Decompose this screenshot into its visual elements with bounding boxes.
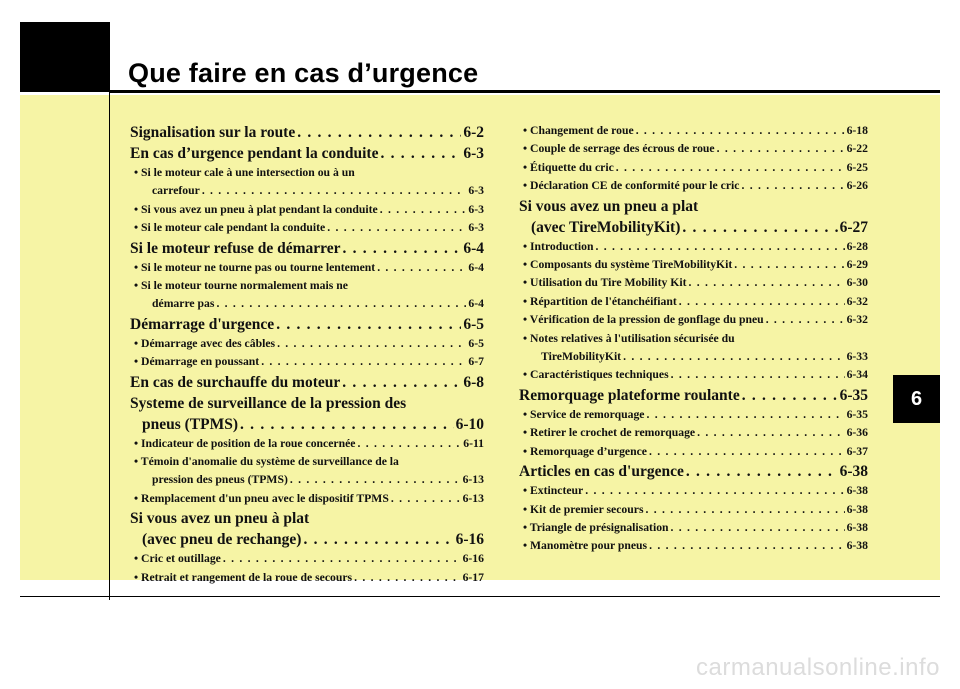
- toc-section-entry[interactable]: [130, 238, 484, 259]
- dot-leader: [646, 501, 845, 519]
- toc-entry-title: • Manomètre pour pneus: [523, 539, 648, 553]
- toc-entry-row: [130, 529, 484, 550]
- toc-subsection-entry[interactable]: [519, 424, 868, 442]
- toc-entry-title: • Étiquette du cric: [523, 160, 614, 174]
- toc-entry-title: • Remplacement d'un pneu avec le dispositif TPMS: [134, 491, 389, 505]
- toc-entry-title: pression des pneus (TPMS): [152, 473, 288, 487]
- dot-leader: [216, 295, 466, 313]
- toc-subsection-entry[interactable]: [519, 366, 868, 384]
- dot-leader: [358, 435, 462, 453]
- toc-entry-row: [523, 140, 868, 158]
- toc-page-number: 6-10: [455, 415, 484, 433]
- toc-entry-row: [130, 314, 484, 335]
- watermark-text: carmanualsonline.info: [696, 654, 940, 681]
- toc-entry-row: [523, 159, 868, 177]
- toc-entry-row: [523, 122, 868, 140]
- toc-section-entry[interactable]: [519, 385, 868, 406]
- toc-entry-title: • Triangle de présignalisation: [523, 520, 669, 534]
- toc-entry-row: [134, 569, 484, 587]
- dot-leader: [766, 311, 845, 329]
- dot-leader: [377, 259, 466, 277]
- toc-page-number: 6-4: [468, 260, 484, 274]
- toc-page-number: 6-28: [846, 239, 868, 253]
- toc-page-number: 6-26: [846, 179, 868, 193]
- toc-entry-row: [134, 435, 484, 453]
- toc-page-number: 6-4: [463, 239, 484, 257]
- dot-leader: [391, 490, 461, 508]
- chapter-header-black-block: [20, 22, 109, 92]
- toc-page-number: 6-16: [455, 531, 484, 549]
- toc-page-number: 6-38: [846, 502, 868, 516]
- toc-entry-title: • Déclaration CE de conformité pour le cric: [523, 179, 740, 193]
- toc-page-number: 6-32: [846, 313, 868, 327]
- toc-entry-title: (avec TireMobilityKit): [531, 218, 681, 236]
- toc-page-number: 6-33: [846, 350, 868, 364]
- toc-section-entry[interactable]: [130, 508, 484, 550]
- toc-entry-row: [130, 414, 484, 435]
- toc-entry-title-line: • Témoin d'anomalie du système de surveillance de la: [134, 455, 399, 469]
- toc-entry-row: [523, 238, 868, 256]
- dot-leader: [697, 424, 844, 442]
- toc-entry-title: En cas de surchauffe du moteur: [130, 373, 341, 391]
- toc-subsection-entry[interactable]: [519, 293, 868, 311]
- toc-subsection-entry[interactable]: [519, 159, 868, 177]
- toc-subsection-entry[interactable]: [519, 122, 868, 140]
- toc-entry-row: [523, 311, 868, 329]
- toc-entry-row: [523, 519, 868, 537]
- toc-entry-row: [523, 406, 868, 424]
- toc-entry-title-line: • Notes relatives à l'utilisation sécurisée du: [523, 331, 735, 345]
- toc-entry-row: [523, 177, 868, 195]
- toc-subsection-entry[interactable]: [519, 482, 868, 500]
- toc-subsection-entry[interactable]: [130, 277, 484, 314]
- dot-leader: [585, 482, 844, 500]
- toc-page-number: 6-17: [462, 570, 484, 584]
- toc-subsection-entry[interactable]: [519, 330, 868, 367]
- toc-section-entry[interactable]: [519, 461, 868, 482]
- toc-entry-row: [523, 482, 868, 500]
- toc-entry-title-line: Si vous avez un pneu a plat: [519, 197, 699, 215]
- toc-subsection-entry[interactable]: [130, 550, 484, 568]
- toc-subsection-entry[interactable]: [130, 453, 484, 490]
- dot-leader: [616, 159, 845, 177]
- toc-subsection-entry[interactable]: [519, 406, 868, 424]
- dot-leader: [649, 537, 844, 555]
- toc-page-number: 6-4: [468, 297, 484, 311]
- toc-entry-row: [134, 201, 484, 219]
- toc-entry-row: [523, 293, 868, 311]
- toc-page-number: 6-38: [846, 539, 868, 553]
- toc-entry-row: [134, 295, 484, 313]
- toc-subsection-entry[interactable]: [130, 219, 484, 237]
- toc-entry-row: [134, 353, 484, 371]
- toc-subsection-entry[interactable]: [519, 256, 868, 274]
- toc-entry-title-line: Systeme de surveillance de la pression des: [130, 394, 407, 412]
- toc-section-entry[interactable]: [130, 122, 484, 143]
- toc-subsection-entry[interactable]: [130, 435, 484, 453]
- toc-entry-title: • Vérification de la pression de gonflage du pneu: [523, 313, 764, 327]
- toc-page-number: 6-34: [846, 368, 868, 382]
- toc-page-number: 6-3: [468, 184, 484, 198]
- toc-entry-title: carrefour: [152, 184, 200, 198]
- toc-subsection-entry[interactable]: [130, 259, 484, 277]
- toc-section-entry[interactable]: [519, 196, 868, 238]
- toc-section-entry[interactable]: [130, 372, 484, 393]
- toc-subsection-entry[interactable]: [130, 569, 484, 587]
- toc-entry-title: Signalisation sur la route: [130, 124, 296, 141]
- toc-entry-title-line: • Si le moteur tourne normalement mais ne: [134, 279, 348, 293]
- toc-entry-row: [134, 550, 484, 568]
- toc-entry-title: • Si le moteur ne tourne pas ou tourne lentement: [134, 260, 376, 274]
- toc-column-left: [130, 122, 484, 587]
- toc-entry-row: [523, 366, 868, 384]
- toc-subsection-entry[interactable]: [519, 238, 868, 256]
- toc-entry-title: Articles en cas d'urgence: [519, 463, 684, 481]
- toc-subsection-entry[interactable]: [519, 311, 868, 329]
- toc-page-number: 6-32: [846, 294, 868, 308]
- toc-page-number: 6-8: [463, 373, 484, 391]
- dot-leader: [202, 182, 467, 200]
- toc-entry-title: Démarrage d'urgence: [130, 315, 275, 333]
- toc-entry-title: • Utilisation du Tire Mobility Kit: [523, 276, 687, 290]
- chapter-tab[interactable]: 6: [893, 375, 940, 423]
- toc-entry-row: [130, 143, 484, 164]
- toc-entry-title: • Service de remorquage: [523, 407, 645, 421]
- dot-leader: [649, 443, 845, 461]
- toc-subsection-entry[interactable]: [519, 274, 868, 292]
- dot-leader: [240, 414, 454, 435]
- toc-page-number: 6-11: [463, 436, 484, 450]
- toc-entry-title: • Kit de premier secours: [523, 502, 644, 516]
- page-title: Que faire en cas d’urgence: [128, 58, 479, 88]
- toc-section-entry[interactable]: [130, 393, 484, 435]
- toc-entry-title: • Composants du système TireMobilityKit: [523, 258, 733, 272]
- toc-subsection-entry[interactable]: [519, 501, 868, 519]
- toc-entry-title: • Si le moteur cale pendant la conduite: [134, 221, 326, 235]
- toc-subsection-entry[interactable]: [519, 140, 868, 158]
- toc-entry-title: • Si vous avez un pneu à plat pendant la conduite: [134, 202, 378, 216]
- toc-page-number: 6-29: [846, 258, 868, 272]
- toc-entry-row: [134, 259, 484, 277]
- toc-entry-title: Remorquage plateforme roulante: [519, 386, 740, 404]
- toc-column-right: [519, 122, 868, 556]
- toc-entry-row: [523, 424, 868, 442]
- dot-leader: [327, 219, 466, 237]
- dot-leader: [595, 238, 844, 256]
- toc-entry-title: • Couple de serrage des écrous de roue: [523, 142, 715, 156]
- toc-page-number: 6-16: [462, 552, 484, 566]
- dot-leader: [671, 519, 845, 537]
- toc-page-number: 6-36: [846, 426, 868, 440]
- toc-page-number: 6-30: [846, 276, 868, 290]
- toc-entry-row: [134, 335, 484, 353]
- toc-page-number: 6-7: [468, 355, 484, 369]
- dot-leader: [671, 366, 845, 384]
- toc-page-number: 6-13: [462, 491, 484, 505]
- toc-entry-title: TireMobilityKit: [541, 350, 622, 364]
- toc-entry-title: • Retrait et rangement de la roue de secours: [134, 570, 353, 584]
- toc-page-number: 6-35: [839, 386, 868, 404]
- dot-leader: [277, 335, 466, 353]
- toc-page-number: 6-3: [468, 221, 484, 235]
- toc-subsection-entry[interactable]: [519, 443, 868, 461]
- toc-subsection-entry[interactable]: [130, 164, 484, 201]
- toc-entry-row: [523, 443, 868, 461]
- toc-entry-row: [134, 471, 484, 489]
- dot-leader: [717, 140, 845, 158]
- left-margin-rule: [109, 22, 110, 600]
- toc-entry-title: (avec pneu de rechange): [142, 531, 302, 549]
- dot-leader: [342, 238, 461, 259]
- footer-rule: [20, 596, 940, 597]
- dot-leader: [686, 461, 838, 482]
- toc-subsection-entry[interactable]: [130, 490, 484, 508]
- toc-page-number: 6-18: [846, 124, 868, 137]
- toc-entry-title: • Cric et outillage: [134, 552, 221, 566]
- toc-entry-row: [130, 122, 484, 143]
- dot-leader: [734, 256, 844, 274]
- toc-entry-row: [523, 537, 868, 555]
- toc-entry-title: • Caractéristiques techniques: [523, 368, 669, 382]
- dot-leader: [689, 274, 845, 292]
- toc-page-number: 6-5: [468, 336, 484, 350]
- toc-entry-row: [134, 490, 484, 508]
- toc-entry-title: • Démarrage avec des câbles: [134, 336, 276, 350]
- toc-entry-row: [523, 348, 868, 366]
- toc-subsection-entry[interactable]: [519, 519, 868, 537]
- toc-entry-title: • Démarrage en poussant: [134, 355, 260, 369]
- toc-page-number: 6-37: [846, 444, 868, 458]
- dot-leader: [679, 293, 845, 311]
- toc-entry-title: • Changement de roue: [523, 124, 634, 137]
- toc-page-number: 6-38: [846, 520, 868, 534]
- toc-page-number: 6-25: [846, 160, 868, 174]
- toc-entry-row: [523, 501, 868, 519]
- dot-leader: [276, 314, 461, 335]
- toc-entry-title-line: • Si le moteur cale à une intersection ou à un: [134, 166, 355, 179]
- toc-section-entry[interactable]: [130, 314, 484, 335]
- toc-entry-title: démarre pas: [152, 297, 215, 311]
- dot-leader: [290, 471, 461, 489]
- toc-entry-title: • Répartition de l'étanchéifiant: [523, 294, 677, 308]
- toc-entry-row: [134, 219, 484, 237]
- dot-leader: [682, 217, 837, 238]
- dot-leader: [741, 177, 844, 195]
- toc-entry-row: [523, 274, 868, 292]
- dot-leader: [380, 143, 461, 164]
- toc-entry-title: • Remorquage d’urgence: [523, 444, 647, 458]
- dot-leader: [354, 569, 460, 587]
- dot-leader: [742, 385, 838, 406]
- toc-entry-row: [130, 238, 484, 259]
- dot-leader: [380, 201, 467, 219]
- toc-subsection-entry[interactable]: [130, 335, 484, 353]
- toc-entry-title: Si le moteur refuse de démarrer: [130, 239, 341, 257]
- dot-leader: [303, 529, 453, 550]
- toc-entry-title: • Retirer le crochet de remorquage: [523, 426, 696, 440]
- toc-entry-title-line: Si vous avez un pneu à plat: [130, 510, 310, 528]
- toc-entry-row: [519, 461, 868, 482]
- toc-entry-title: • Indicateur de position de la roue concernée: [134, 436, 356, 450]
- toc-page-number: 6-2: [463, 124, 484, 141]
- toc-subsection-entry[interactable]: [130, 353, 484, 371]
- toc-page-number: 6-38: [839, 463, 868, 481]
- toc-subsection-entry[interactable]: [519, 537, 868, 555]
- toc-entry-title: • Extincteur: [523, 484, 584, 498]
- toc-page-number: 6-35: [846, 407, 868, 421]
- toc-entry-row: [519, 217, 868, 238]
- toc-subsection-entry[interactable]: [130, 201, 484, 219]
- dot-leader: [261, 353, 466, 371]
- toc-page-number: 6-5: [463, 315, 484, 333]
- toc-page-number: 6-38: [846, 484, 868, 498]
- toc-entry-title: pneus (TPMS): [142, 415, 239, 433]
- toc-subsection-entry[interactable]: [519, 177, 868, 195]
- toc-section-entry[interactable]: [130, 143, 484, 164]
- dot-leader: [223, 550, 461, 568]
- toc-page-number: 6-3: [463, 145, 484, 162]
- toc-entry-row: [523, 256, 868, 274]
- dot-leader: [646, 406, 844, 424]
- toc-page-number: 6-3: [468, 202, 484, 216]
- dot-leader: [342, 372, 461, 393]
- toc-entry-row: [134, 182, 484, 200]
- toc-page-number: 6-27: [839, 218, 868, 236]
- toc-entry-row: [130, 372, 484, 393]
- header-rule: [109, 90, 940, 93]
- toc-entry-title: En cas d’urgence pendant la conduite: [130, 145, 379, 162]
- toc-entry-title: • Introduction: [523, 239, 594, 253]
- dot-leader: [297, 122, 461, 143]
- toc-entry-row: [519, 385, 868, 406]
- dot-leader: [636, 122, 845, 140]
- toc-page-number: 6-22: [846, 142, 868, 156]
- dot-leader: [623, 348, 844, 366]
- toc-page-number: 6-13: [462, 473, 484, 487]
